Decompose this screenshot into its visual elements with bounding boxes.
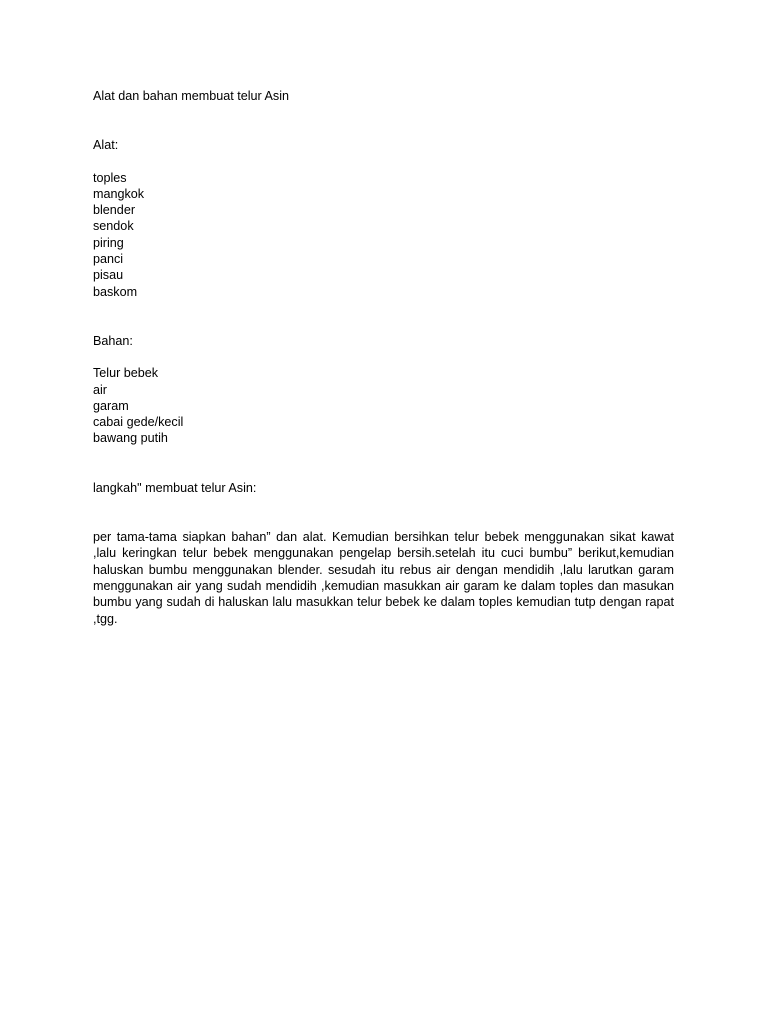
bahan-item: Telur bebek: [93, 366, 159, 381]
alat-item: baskom: [93, 284, 138, 299]
alat-item: blender: [93, 203, 136, 218]
langkah-paragraph: per tama-tama siapkan bahan” dan alat. Kemudian bersihkan telur bebek menggunakan sikat kawat ,lalu keringkan telur bebek menggunakan pengelap bersih.setelah itu cuci bumbu” berikut,kemudian haluskan bumbu menggunakan blender. sesudah itu rebus air dengan mendidih ,lalu larutkan garam menggunakan air yang sudah mendidih ,kemudian masukkan air garam ke dalam toples dan masukan bumbu yang sudah di haluskan lalu masukkan telur bebek ke dalam toples kemudian tutp dengan rapat ,tgg.: [93, 530, 674, 626]
alat-item: panci: [93, 252, 124, 267]
alat-item: pisau: [93, 268, 124, 283]
alat-list: [93, 170, 674, 300]
bahan-list: [93, 365, 674, 446]
bahan-item: air: [93, 382, 107, 397]
langkah-heading: langkah" membuat telur Asin:: [93, 480, 257, 495]
alat-item: piring: [93, 235, 124, 250]
document-title: Alat dan bahan membuat telur Asin: [93, 89, 290, 103]
alat-item: sendok: [93, 219, 134, 234]
alat-heading: Alat:: [93, 138, 119, 153]
bahan-item: garam: [93, 398, 129, 413]
alat-item: mangkok: [93, 186, 145, 201]
bahan-heading: Bahan:: [93, 333, 133, 348]
bahan-item: cabai gede/kecil: [93, 415, 184, 430]
bahan-item: bawang putih: [93, 431, 168, 446]
document-body: [93, 88, 674, 627]
alat-item: toples: [93, 170, 127, 185]
